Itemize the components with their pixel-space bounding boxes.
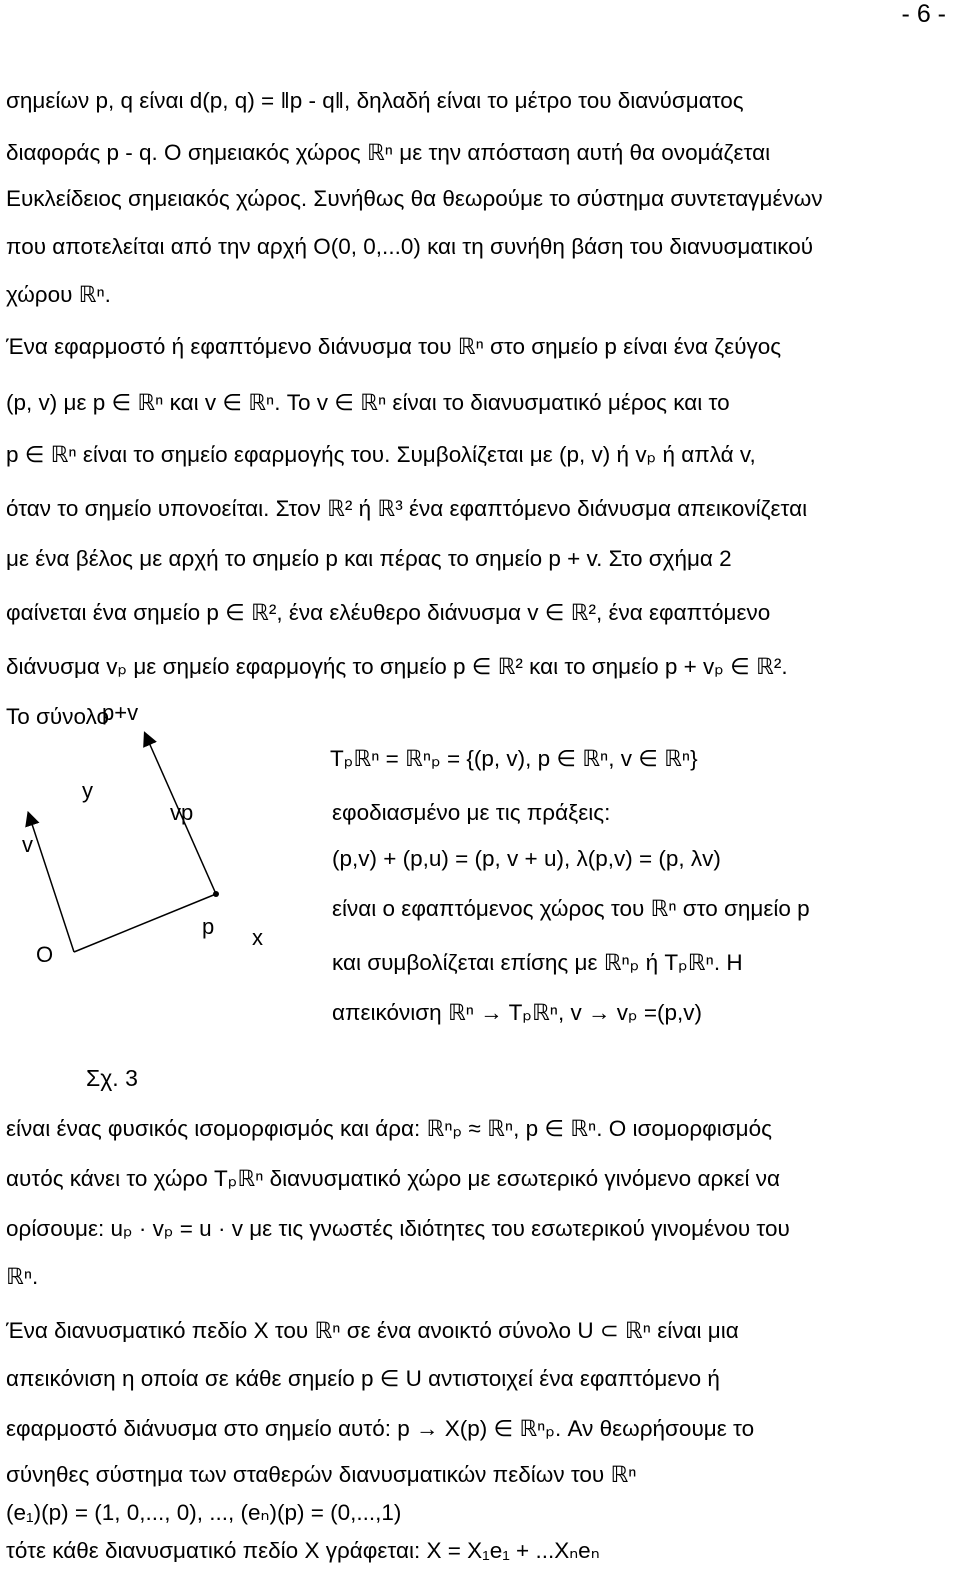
text-line: με ένα βέλος με αρχή το σημείο p και πέρας το σημείο p + v. Στο σχήμα 2 bbox=[6, 546, 732, 571]
text-line: απεικόνιση ℝⁿ → Tₚℝⁿ, v → vₚ =(p,v) bbox=[332, 1000, 703, 1025]
text-line: είναι ο εφαπτόμενος χώρος του ℝⁿ στο σημείο p bbox=[332, 896, 810, 921]
text-line: είναι ένας φυσικός ισομορφισμός και άρα: ℝⁿₚ ≈ ℝⁿ, p ∈ ℝⁿ. Ο ισομορφισμός bbox=[6, 1116, 772, 1141]
tangent-space-definition: Tₚℝⁿ = ℝⁿₚ = {(p, v), p ∈ ℝⁿ, v ∈ ℝⁿ} bbox=[330, 746, 698, 771]
vector-v-arrow bbox=[30, 818, 74, 952]
text-line: που αποτελείται από την αρχή O(0, 0,...0) και τη συνήθη βάση του διανυσματικού bbox=[6, 234, 814, 259]
figure-caption: Σχ. 3 bbox=[86, 1065, 138, 1091]
text-line: εφαρμοστό διάνυσμα στο σημείο αυτό: p → X(p) ∈ ℝⁿₚ. Αν θεωρήσουμε το bbox=[6, 1416, 755, 1441]
label-y: y bbox=[82, 778, 93, 803]
label-p-plus-v: p+v bbox=[102, 700, 139, 725]
position-line bbox=[74, 894, 216, 952]
text-line: φαίνεται ένα σημείο p ∈ ℝ², ένα ελέυθερο διάνυσμα v ∈ ℝ², ένα εφαπτόμενο bbox=[6, 600, 771, 625]
text-line: Ευκλείδειος σημειακός χώρος. Συνήθως θα θεωρούμε το σύστημα συντεταγμένων bbox=[6, 186, 823, 211]
page-number: - 6 - bbox=[901, 0, 946, 28]
text-line: (p, v) με p ∈ ℝⁿ και v ∈ ℝⁿ. Το v ∈ ℝⁿ είναι το διανυσματικό μέρος και το bbox=[6, 390, 730, 415]
point-p-dot bbox=[213, 891, 219, 897]
text-line: σύνηθες σύστημα των σταθερών διανυσματικών πεδίων του ℝⁿ bbox=[6, 1462, 637, 1487]
text-line: διαφοράς p - q. Ο σημειακός χώρος ℝⁿ με την απόσταση αυτή θα ονομάζεται bbox=[6, 140, 771, 165]
text-line: σημείων p, q είναι d(p, q) = ‖p - q‖, δηλαδή είναι το μέτρο του διανύσματος bbox=[6, 88, 744, 113]
text-line: απεικόνιση η οποία σε κάθε σημείο p ∈ U αντιστοιχεί ένα εφαπτόμενο ή bbox=[6, 1366, 720, 1391]
text-line: Ένα διανυσματικό πεδίο X του ℝⁿ σε ένα ανοικτό σύνολο U ⊂ ℝⁿ είναι μια bbox=[6, 1318, 739, 1343]
text-line: p ∈ ℝⁿ είναι το σημείο εφαρμογής του. Συμβολίζεται με (p, v) ή vₚ ή απλά v, bbox=[6, 442, 756, 467]
text-line: (e₁)(p) = (1, 0,..., 0), ..., (eₙ)(p) = (0,...,1) bbox=[6, 1500, 402, 1525]
label-p: p bbox=[202, 914, 215, 939]
label-v: v bbox=[22, 832, 33, 857]
text-line: διάνυσμα vₚ με σημείο εφαρμογής το σημείο p ∈ ℝ² και το σημείο p + vₚ ∈ ℝ². bbox=[6, 654, 788, 679]
text-line: χώρου ℝⁿ. bbox=[6, 282, 111, 307]
tangent-vector-figure bbox=[22, 690, 322, 980]
text-line: αυτός κάνει το χώρο Tₚℝⁿ διανυσματικό χώρο με εσωτερικό γινόμενο αρκεί να bbox=[6, 1166, 781, 1191]
label-x: x bbox=[252, 925, 263, 950]
text-line: (p,v) + (p,u) = (p, v + u), λ(p,v) = (p, λv) bbox=[332, 846, 721, 871]
text-line: και συμβολίζεται επίσης με ℝⁿₚ ή Tₚℝⁿ. Η bbox=[332, 950, 743, 975]
text-line: ορίσουμε: uₚ · vₚ = u · v με τις γνωστές ιδιότητες του εσωτερικού γινομένου του bbox=[6, 1216, 790, 1241]
text-line: εφοδιασμένο με τις πράξεις: bbox=[332, 800, 611, 825]
text-line: ℝⁿ. bbox=[6, 1264, 39, 1289]
text-line: Ένα εφαρμοστό ή εφαπτόμενο διάνυσμα του ℝⁿ στο σημείο p είναι ένα ζεύγος bbox=[6, 334, 782, 359]
text-line: όταν το σημείο υπονοείται. Στον ℝ² ή ℝ³ ένα εφαπτόμενο διάνυσμα απεικονίζεται bbox=[6, 496, 808, 521]
label-vp: vp bbox=[170, 800, 194, 825]
label-origin: O bbox=[36, 942, 54, 967]
text-line: Το σύνολο bbox=[6, 704, 109, 729]
text-line: τότε κάθε διανυσματικό πεδίο X γράφεται: X = X₁e₁ + ...Xₙeₙ bbox=[6, 1538, 600, 1563]
